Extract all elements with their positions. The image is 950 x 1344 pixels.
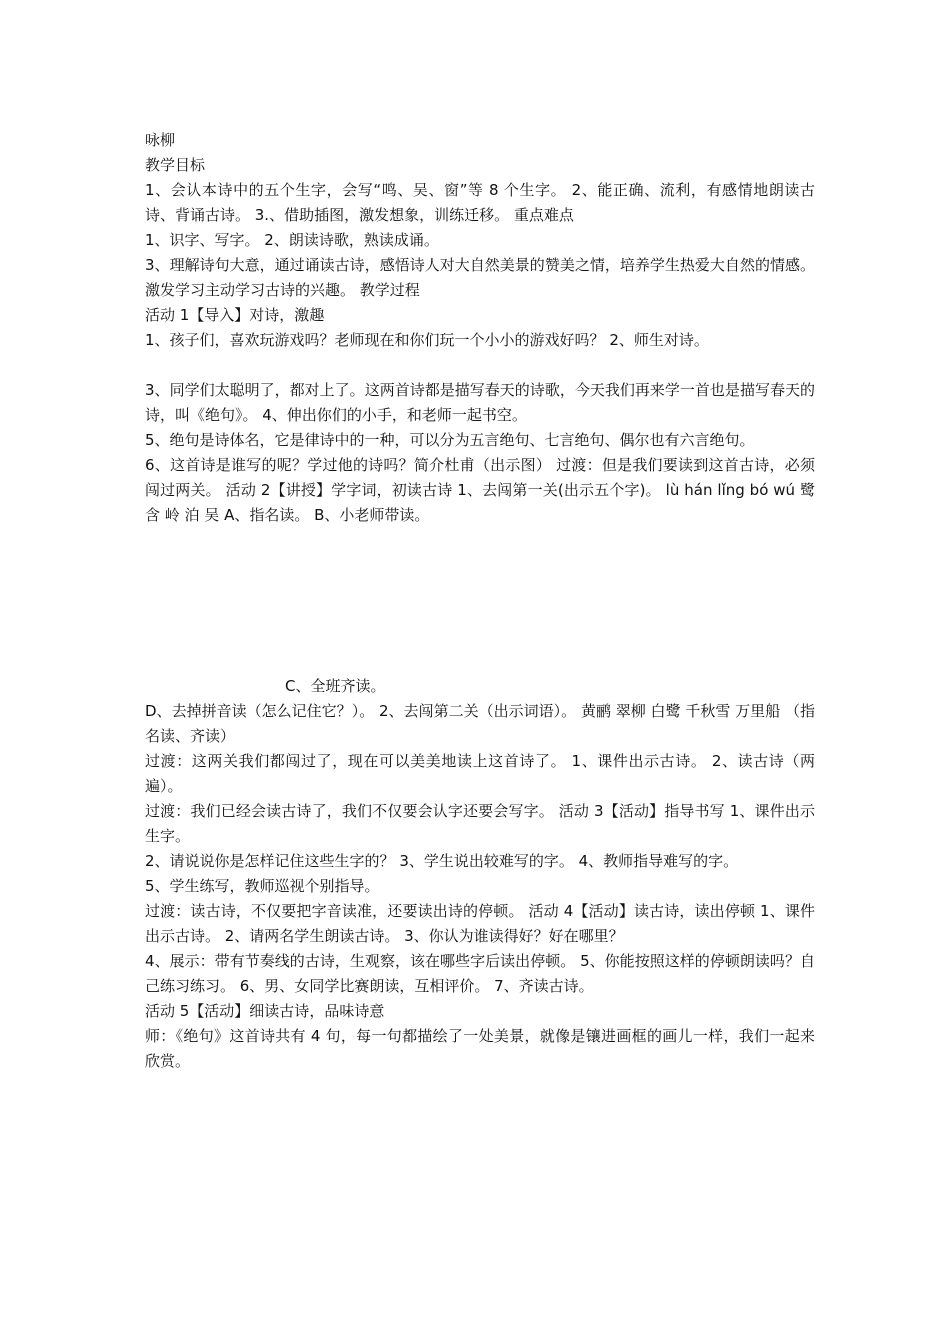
paragraph-understanding: 3、理解诗句大意，通过诵读古诗，感悟诗人对大自然美景的赞美之情，培养学生热爱大自然的情感。激发学习主动学习古诗的兴趣。 教学过程 xyxy=(145,256,815,299)
paragraph-spring-poem: 3、同学们太聪明了，都对上了。这两首诗都是描写春天的诗歌，今天我们再来学一首也是描写春天的诗，叫《绝句》。 4、伸出你们的小手，和老师一起书空。 xyxy=(145,381,815,424)
activity-5-heading: 活动 5【活动】细读古诗，品味诗意 xyxy=(145,1002,385,1020)
lesson-plan-part-1 xyxy=(145,128,815,528)
paragraph-remove-pinyin: D、去掉拼音读（怎么记住它？）。 2、去闯第二关（出示词语）。 黄鹂 翠柳 白鹭 千秋雪 万里船 （指名读、齐读） xyxy=(145,702,815,745)
activity-1-heading: 活动 1【导入】对诗，激趣 xyxy=(145,306,325,324)
paragraph-transition-2: 过渡：我们已经会读古诗了，我们不仅要会认字还要会写字。 活动 3【活动】指导书写 1、课件出示生字。 xyxy=(145,802,815,845)
paragraph-transition-1: 过渡：这两关我们都闯过了，现在可以美美地读上这首诗了。 1、课件出示古诗。 2、读古诗（两遍）。 xyxy=(145,752,815,795)
section-heading-goals: 教学目标 xyxy=(145,156,206,174)
paragraph-remember-chars: 2、请说说你是怎样记住这些生字的？ 3、学生说出较难写的字。 4、教师指导难写的字。 xyxy=(145,852,739,870)
paragraph-key-points: 1、识字、写字。 2、朗读诗歌，熟读成诵。 xyxy=(145,231,439,249)
paragraph-teacher: 师：《绝句》这首诗共有 4 句，每一句都描绘了一处美景，就像是镶进画框的画儿一样，我们一起来欣赏。 xyxy=(145,1027,815,1070)
paragraph-dufu: 6、这首诗是谁写的呢？学过他的诗吗？简介杜甫（出示图） 过渡：但是我们要读到这首古诗，必须闯过两关。 活动 2【讲授】学字词，初读古诗 1、去闯第一关(出示五个字)。 lù hán lǐng bó wú 鹭 含 岭 泊 吴 A、指名读。 B、小老师带读。 xyxy=(145,456,815,524)
paragraph-transition-3: 过渡：读古诗，不仅要把字音读准，还要读出诗的停顿。 活动 4【活动】读古诗，读出停顿 1、课件出示古诗。 2、请两名学生朗读古诗。 3、你认为谁读得好？好在哪里？ xyxy=(145,902,815,945)
paragraph-jueju: 5、绝句是诗体名，它是律诗中的一种，可以分为五言绝句、七言绝句、偶尔也有六言绝句。 xyxy=(145,431,755,449)
lesson-plan-part-2 xyxy=(145,674,815,1074)
paragraph-practice: 5、学生练写，教师巡视个别指导。 xyxy=(145,877,380,895)
paragraph-goals: 1、会认本诗中的五个生字，会写“鸣、吴、窗”等 8 个生字。 2、能正确、流利，有感情地朗读古诗、背诵古诗。 3.、借助插图，激发想象，训练迁移。 重点难点 xyxy=(145,181,815,224)
paragraph-blank xyxy=(145,353,815,378)
paragraph-game: 1、孩子们，喜欢玩游戏吗？老师现在和你们玩一个小小的游戏好吗？ 2、师生对诗。 xyxy=(145,331,709,349)
paragraph-class-read: C、全班齐读。 xyxy=(285,677,386,695)
paragraph-rhythm: 4、展示：带有节奏线的古诗，生观察，该在哪些字后读出停顿。 5、你能按照这样的停顿朗读吗？自己练习练习。 6、男、女同学比赛朗读，互相评价。 7、齐读古诗。 xyxy=(145,952,815,995)
document-title: 咏柳 xyxy=(145,131,176,149)
